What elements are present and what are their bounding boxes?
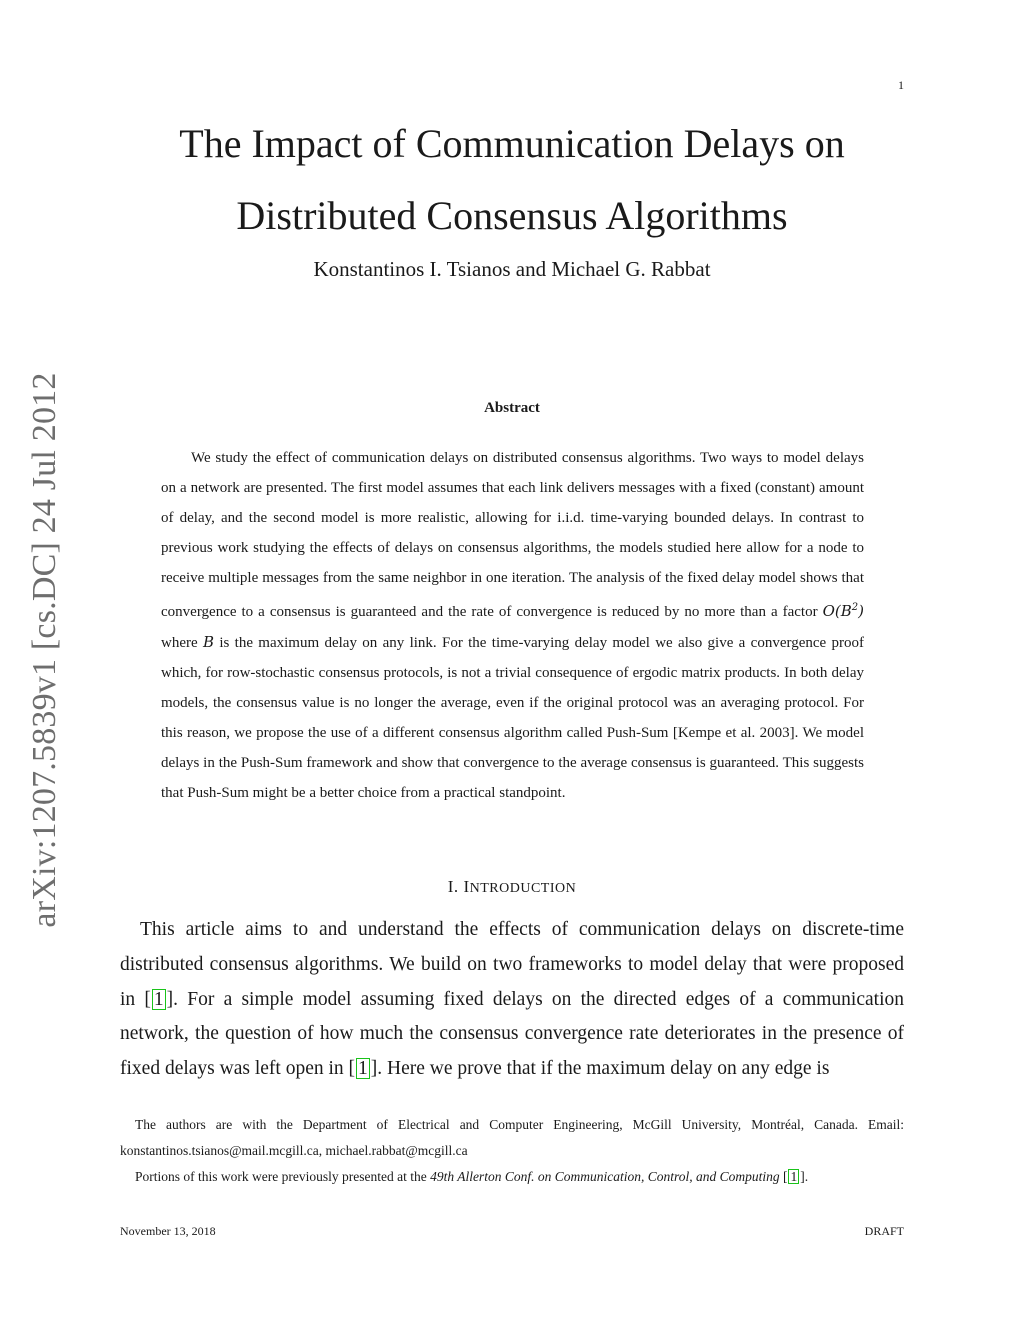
- intro-part-3: ]. Here we prove that if the maximum delay on any edge is: [370, 1058, 830, 1080]
- section-number: I.: [447, 877, 459, 896]
- intro-part-1: This article aims to and understand the effects of communication delays on discrete-time distributed consensus algorithms. We build on two frameworks to model delay that were proposed in [: [120, 919, 904, 1010]
- section-heading-introduction: [120, 877, 904, 897]
- footnote-prior-publication: Portions of this work were previously presented at the 49th Allerton Conf. on Communication, Control, and Computing [ 1 ].: [135, 1169, 809, 1184]
- math-big-o-factor: $O(B^2)$: [822, 602, 864, 620]
- title-line-1: The Impact of Communication Delays on: [179, 121, 845, 166]
- author-list: Konstantinos I. Tsianos and Michael G. Rabbat: [313, 257, 711, 281]
- footer-date: November 13, 2018: [120, 1224, 216, 1238]
- citation-link-footnote[interactable]: 1: [790, 1169, 798, 1184]
- paper-title: [120, 108, 904, 252]
- title-line-2: Distributed Consensus Algorithms: [236, 193, 788, 238]
- citation-link-1-second[interactable]: 1: [358, 1058, 368, 1080]
- abstract-heading: Abstract: [484, 400, 540, 416]
- intro-part-2: ]. For a simple model assuming fixed delays on the directed edges of a communication network, the question of how much the consensus convergence rate deteriorates in the presence of fixed delays was left open in [: [120, 988, 904, 1080]
- footer-draft-label: DRAFT: [864, 1224, 904, 1238]
- math-exponent: 2: [851, 602, 859, 613]
- abstract-part-2: where: [161, 635, 203, 651]
- section-title-rest: NTRODUCTION: [469, 881, 577, 896]
- math-symbol-b: B: [202, 633, 214, 651]
- abstract-part-1: We study the effect of communication delays on distributed consensus algorithms. Two ways to model delays on a network are presented. The first model assumes that each link delivers messages with a fixed (constant) amount of delay, and the second model is more realistic, allowing for i.i.d. time-varying bounded delays. In contrast to previous work studying the effects of delays on consensus algorithms, the models studied here allow for a node to receive multiple messages from the same neighbor in one iteration. The analysis of the fixed delay model shows that convergence to a consensus is guaranteed and the rate of convergence is reduced by no more than a factor: [161, 450, 864, 620]
- footnote-affiliation: The authors are with the Department of Electrical and Computer Engineering, McGill University, Montréal, Canada. Email: konstantinos.tsianos@mail.mcgill.ca, michael.rabbat@mcgill.ca: [120, 1117, 904, 1158]
- introduction-paragraph: [120, 913, 904, 1087]
- venue-name: 49th Allerton Conf. on Communication, Control, and Computing: [430, 1169, 780, 1184]
- arxiv-identifier-stamp: arXiv:1207.5839v1 [cs.DC] 24 Jul 2012: [26, 372, 63, 928]
- abstract-part-3: is the maximum delay on any link. For the time-varying delay model we also give a convergence proof which, for row-stochastic consensus protocols, is not a trivial consequence of ergodic matrix products. In both delay models, the consensus value is no longer the average, even if the original protocol was an averaging protocol. For this reason, we propose the use of a different consensus algorithm called Push-Sum [Kempe et al. 2003]. We model delays in the Push-Sum framework and show that convergence to the average consensus is guaranteed. This suggests that Push-Sum might be a better choice from a practical standpoint.: [161, 635, 864, 801]
- page-number: 1: [898, 78, 904, 92]
- abstract-text: [161, 443, 864, 808]
- section-title-initial: I: [463, 877, 470, 896]
- citation-link-1[interactable]: 1: [153, 988, 164, 1010]
